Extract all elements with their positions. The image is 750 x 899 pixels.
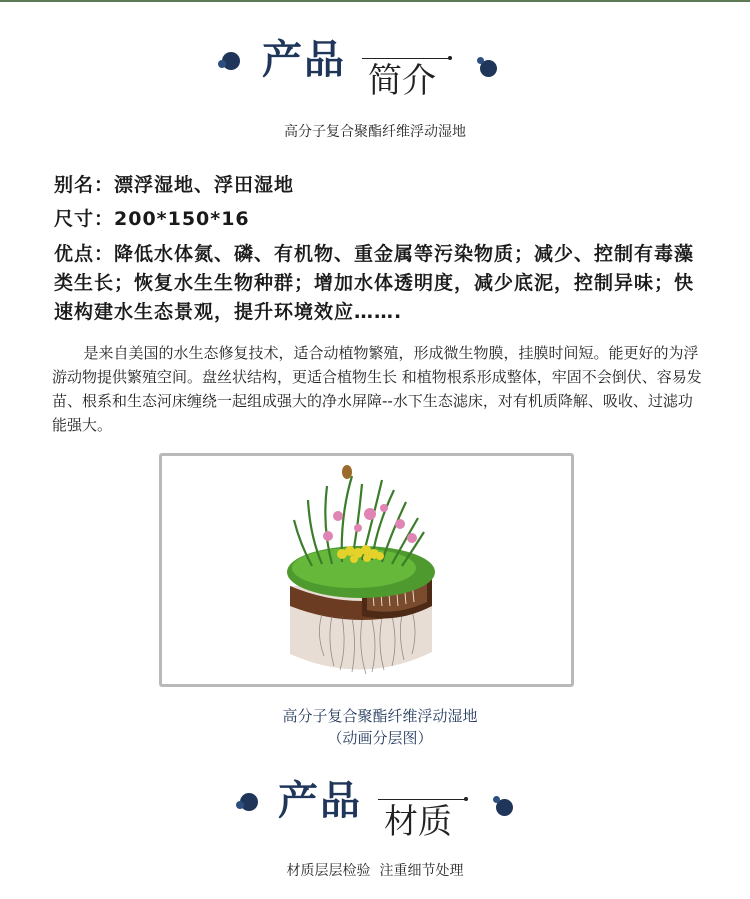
alias-label: 别名： xyxy=(54,174,115,196)
material-heading-rule xyxy=(378,799,466,800)
wetland-layer-illustration xyxy=(162,456,571,684)
figure-caption-line2: （动画分层图） xyxy=(327,729,433,747)
alias-line xyxy=(54,170,294,197)
description-paragraph: 是来自美国的水生态修复技术，适合动植物繁殖，形成微生物膜，挂膜时间短。能更好的为浮游动物提供繁殖空间。盘丝状结构，更适合植物生长 和植物根系形成整体，牢固不会倒伏、容易发苗、根系和生态河床缠绕一起组成强大的净水屏障--水下生态滤床，对有机质降解、吸收、过滤功能强大。 xyxy=(52,344,702,434)
top-border-line xyxy=(0,0,750,2)
alias-value: 漂浮湿地、浮田湿地 xyxy=(114,174,295,196)
intro-heading-main: 产品 xyxy=(262,37,346,83)
advantages-paragraph xyxy=(54,240,709,327)
intro-heading-rule xyxy=(362,58,450,59)
material-heading-main: 产品 xyxy=(278,778,362,824)
material-section-heading xyxy=(0,773,750,863)
advantages-text: 降低水体氮、磷、有机物、重金属等污染物质；减少、控制有毒藻类生长；恢复水生生物种群；增加水体透明度，减少底泥，控制异味；快速构建水生态景观，提升环境效应……. xyxy=(54,243,695,323)
figure-caption-line1: 高分子复合聚酯纤维浮动湿地 xyxy=(282,707,478,725)
wetland-illustration-frame xyxy=(159,453,574,687)
right-decor-dot-icon xyxy=(496,799,513,816)
right-decor-dot-icon xyxy=(480,60,497,77)
advantages-label: 优点： xyxy=(54,243,115,265)
size-line xyxy=(54,204,250,231)
material-subtitle: 材质层层检验 注重细节处理 xyxy=(286,863,464,879)
left-decor-dot-icon xyxy=(222,52,240,70)
intro-section-heading xyxy=(0,30,750,120)
material-heading-sub: 材质 xyxy=(384,802,452,842)
left-decor-dot-icon xyxy=(240,793,258,811)
intro-heading-sub: 简介 xyxy=(368,61,436,101)
intro-subtitle: 高分子复合聚酯纤维浮动湿地 xyxy=(284,124,466,140)
size-value: 200*150*16 xyxy=(114,208,250,230)
size-label: 尺寸： xyxy=(54,208,115,230)
